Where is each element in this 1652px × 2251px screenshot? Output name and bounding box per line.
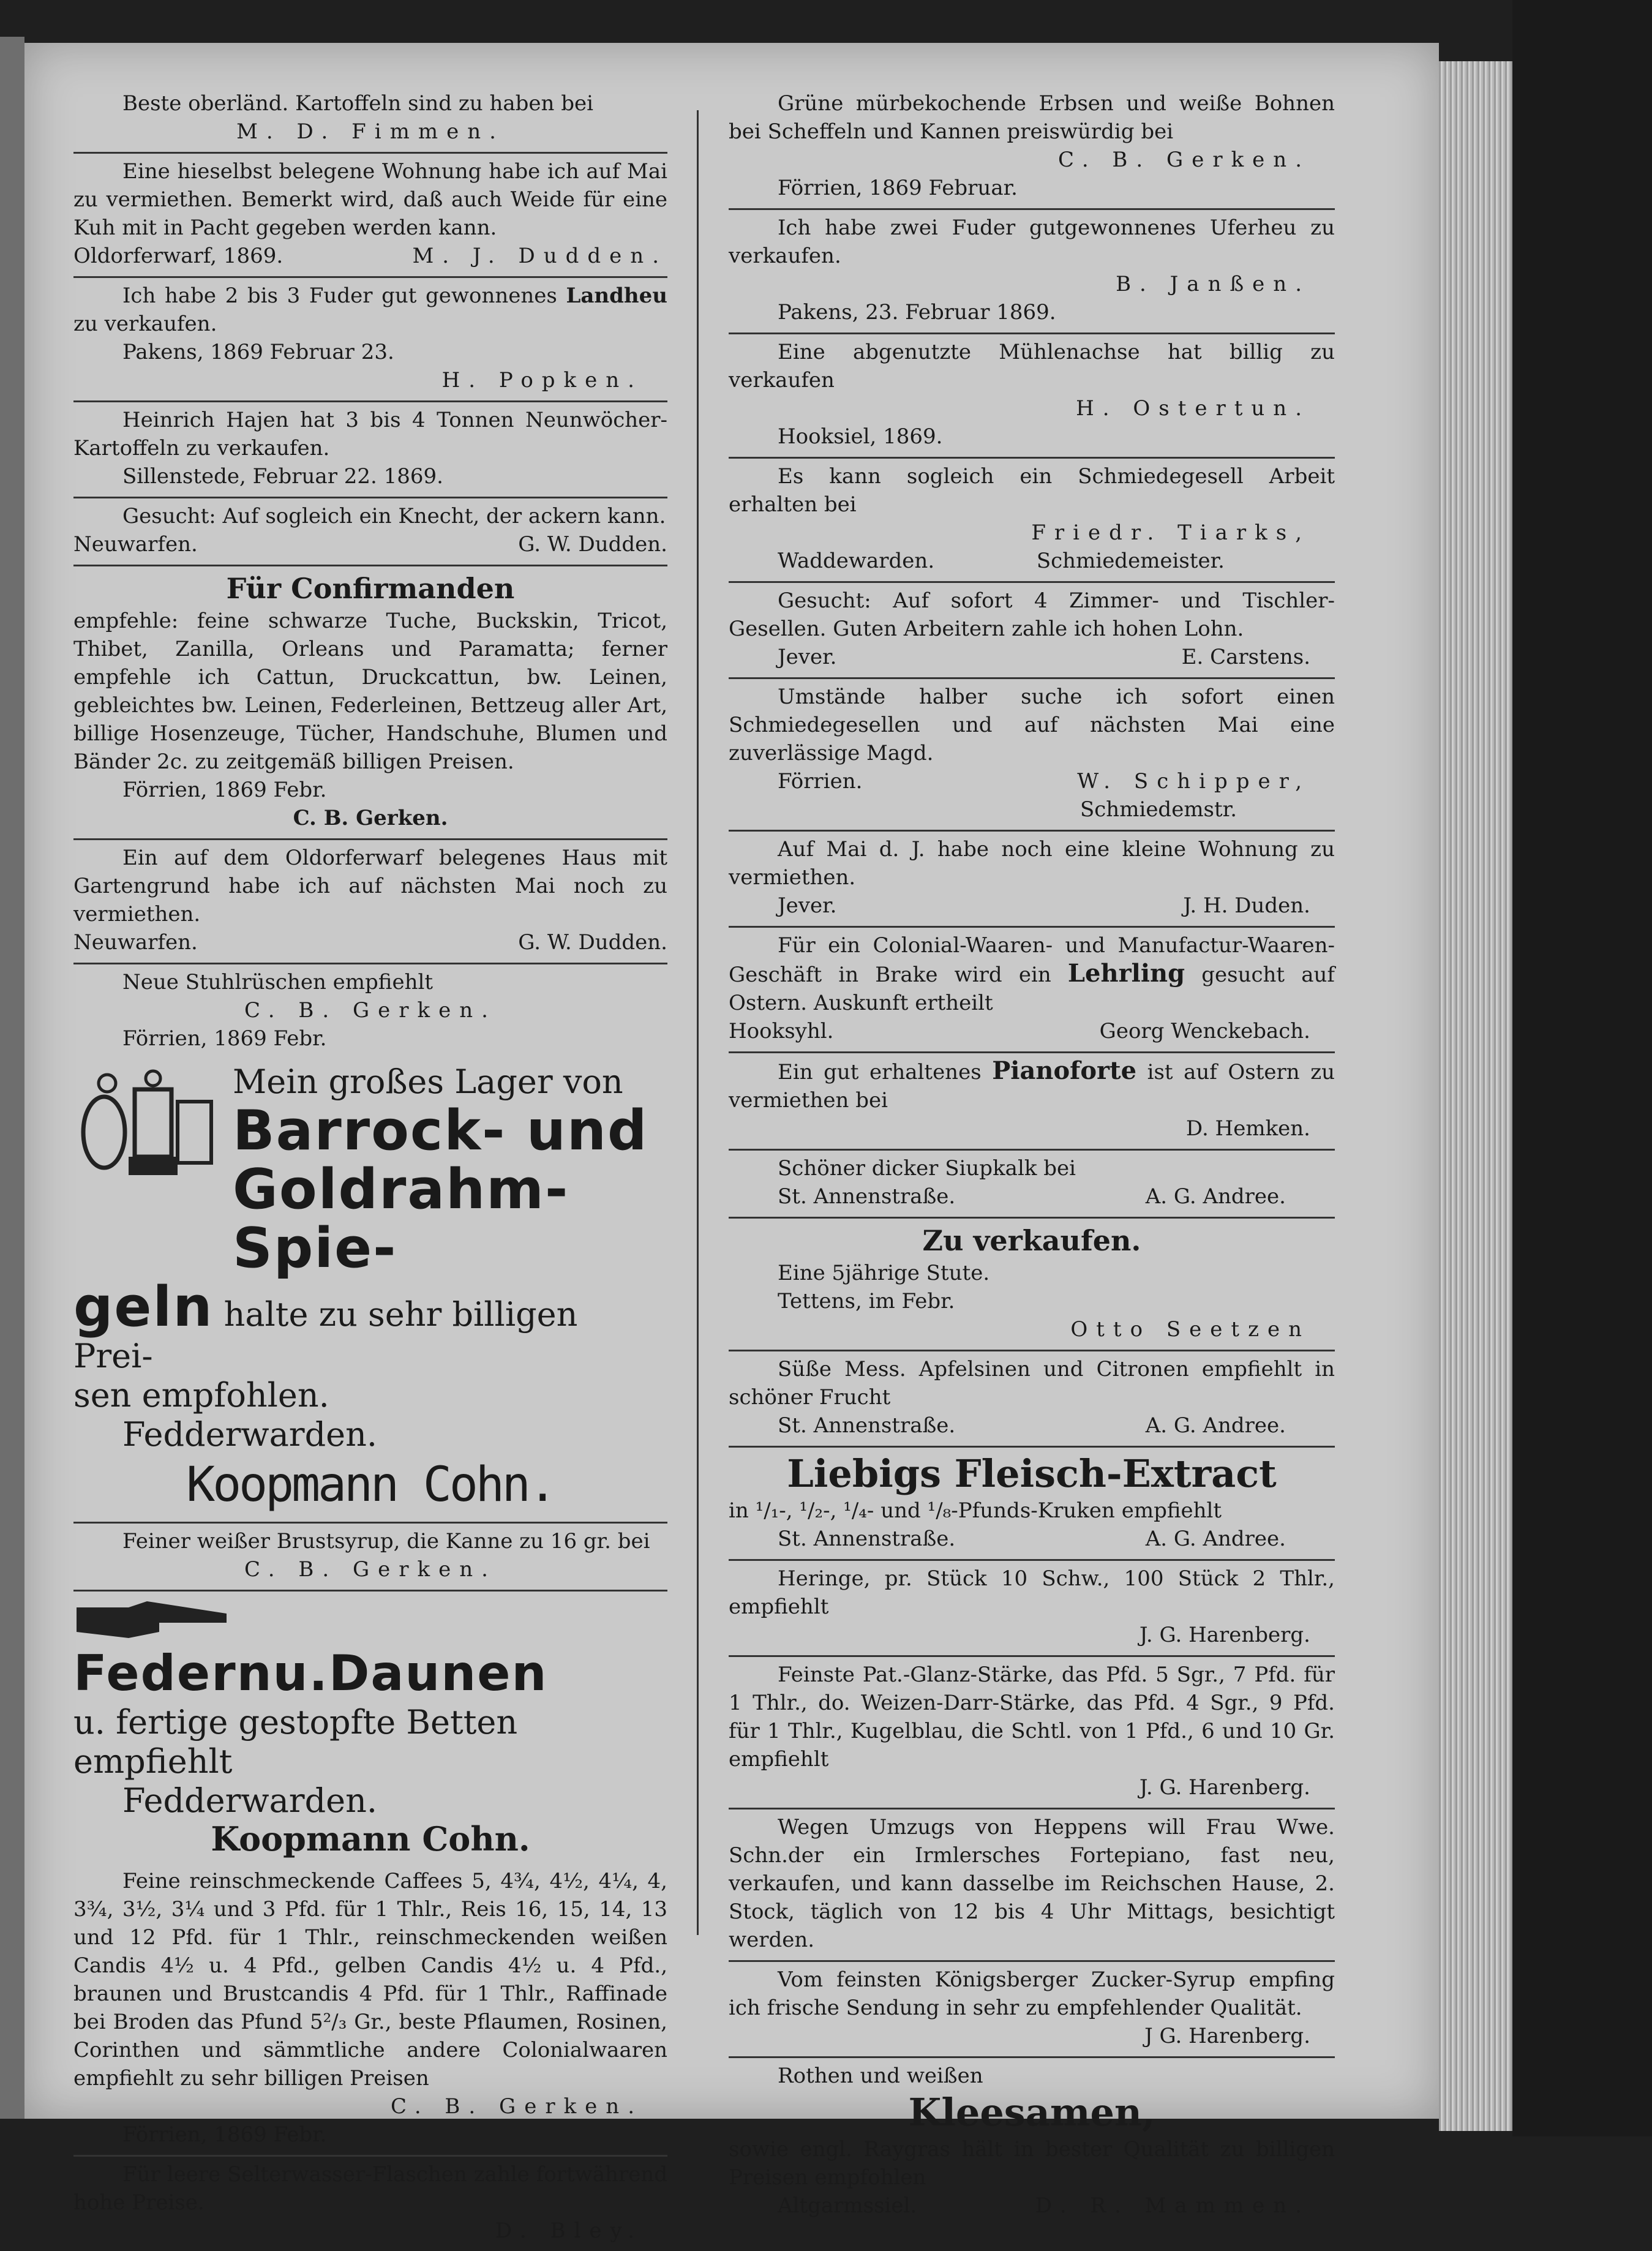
ad-signature: A. G. Andree.: [1145, 1527, 1286, 1551]
ad-line: Barrock- und: [233, 1099, 648, 1163]
mirrors-illustration-icon: [73, 1065, 220, 1181]
ad-footer: [729, 892, 1335, 920]
ad-text: empfehle: feine schwarze Tuche, Buckskin, Tricot, Thibet, Zanilla, Orleans und Paramatta; ferner empfehle ich Cattun, Druckcattun, bw. Leinen, gebleichtes bw. Leinen, Federleinen, Bettzeug aller Art, billige Hosenzeuge, Tücher, Handschuhe, Blumen und Bänder 2c. zu zeitgemäß billigen Preisen.: [73, 609, 667, 774]
ad-selterwasser: [73, 2157, 667, 2251]
ad-place: Neuwarfen.: [73, 930, 198, 955]
ad-role: Schmiedemeister.: [1036, 549, 1225, 573]
ad-text: Für leere Selterwasser-Flaschen zahle fortwährend hohe Preise.: [73, 2162, 667, 2215]
pointing-hand-icon: [73, 1595, 233, 1644]
ad-schmiedegesell: [729, 459, 1335, 583]
ad-signature: Koopmann Cohn.: [186, 1457, 555, 1513]
ad-footer: [729, 2192, 1335, 2220]
ad-caffees: [73, 1863, 667, 2157]
ad-line-rest: halte zu sehr billigen Prei-: [73, 1295, 578, 1375]
ad-place: Fedderwarden.: [122, 1415, 378, 1454]
ad-schmiedegesellen-magd: [729, 679, 1335, 832]
ad-footer: [729, 547, 1335, 575]
ad-signature: G. W. Dudden.: [518, 930, 667, 955]
ad-footer: [729, 643, 1335, 671]
ad-text-part: Ein gut erhaltenes: [778, 1060, 982, 1084]
ad-signature: H. Ostertun.: [1076, 396, 1310, 421]
ad-line: u. fertige gestopfte Betten empfiehlt: [73, 1703, 518, 1781]
left-column: [73, 86, 667, 2251]
ad-fleisch-extract: [729, 1448, 1335, 1561]
ad-signature: E. Carstens.: [1181, 645, 1310, 669]
ad-headline: Federnu.Daunen: [73, 1645, 548, 1702]
ad-signature: J. G. Harenberg.: [1139, 1775, 1310, 1800]
ad-signature: Otto Seetzen: [1070, 1317, 1310, 1342]
ad-text: Gesucht: Auf sogleich ein Knecht, der ackern kann.: [122, 504, 666, 528]
ad-footer: [729, 1411, 1335, 1440]
ad-place: Tettens, im Febr.: [778, 1289, 955, 1313]
ad-text: Rothen und weißen: [778, 2064, 983, 2088]
ad-stute: [729, 1219, 1335, 1351]
ad-signature: C. B. Gerken.: [244, 998, 497, 1023]
column-divider: [697, 110, 699, 1935]
ad-signature: Koopmann Cohn.: [211, 1819, 530, 1858]
ad-wohnung: [73, 154, 667, 278]
ad-line-bold: geln: [73, 1275, 214, 1339]
ad-footer: [729, 1182, 1335, 1211]
ad-staerke: [729, 1657, 1335, 1809]
ad-place: Hooksiel, 1869.: [778, 424, 943, 449]
ad-signature: J. G. Harenberg.: [1139, 1623, 1310, 1647]
ad-text: Ich habe zwei Fuder gutgewonnenes Uferheu zu verkaufen.: [729, 216, 1335, 268]
ad-text-part: gesucht auf Ostern. Auskunft ertheilt: [729, 963, 1335, 1015]
ad-text: [73, 282, 667, 338]
ad-keyword: Lehrling: [1067, 959, 1185, 988]
ad-line: [73, 1275, 667, 1376]
ad-place: St. Annenstraße.: [778, 1413, 956, 1438]
ad-signature: J. H. Duden.: [1183, 893, 1310, 918]
ad-text: Eine 5jährige Stute.: [778, 1261, 990, 1285]
ad-kleesamen: [729, 2058, 1335, 2226]
ad-place: Fedderwarden.: [122, 1781, 378, 1820]
ad-place: St. Annenstraße.: [778, 1184, 956, 1209]
ad-place: Pakens, 1869 Februar 23.: [122, 340, 394, 364]
ad-place: Förrien, 1869 Febr.: [122, 778, 327, 802]
ad-signature: A. G. Andree.: [1145, 1184, 1286, 1209]
ad-role: Schmiedemstr.: [1079, 797, 1237, 822]
ad-headline: Zu verkaufen.: [922, 1224, 1141, 1257]
ad-signature: D. Hemken.: [1185, 1116, 1310, 1141]
ad-confirmanden: [73, 566, 667, 840]
ad-haus: [73, 840, 667, 964]
ad-place: Hooksyhl.: [729, 1019, 834, 1043]
ad-headline: Liebigs Fleisch-Extract: [787, 1451, 1277, 1496]
ad-place: Förrien, 1869 Februar.: [778, 176, 1018, 200]
ad-text: Feine reinschmeckende Caffees 5, 4¾, 4½, 4¼, 4, 3¾, 3½, 3¼ und 3 Pfd. für 1 Thlr., Reis 16, 15, 14, 13 und 12 Pfd. für 1 Thlr., reinschmeckenden weißen Candis 4½ u. 4 Pfd., gelben Candis 4½ u. 4 Pfd., braunen und Brustcandis 4 Pfd. für 1 Thlr., Raffinade bei Broden das Pfund 5²/₃ Gr., beste Pflaumen, Rosinen, Corinthen und sämmtliche andere Colonialwaaren empfiehlt zu sehr billigen Preisen: [73, 1869, 667, 2091]
ad-signature: M. J. Dudden.: [412, 244, 667, 268]
ad-neunwoecher: [73, 402, 667, 498]
ad-place: Waddewarden.: [778, 549, 935, 573]
ad-uferheu: [729, 210, 1335, 334]
ad-line: Mein großes Lager von: [233, 1062, 623, 1101]
ad-headline: Kleesamen,: [908, 2090, 1155, 2135]
ad-text: Heinrich Hajen hat 3 bis 4 Tonnen Neunwöcher-Kartoffeln zu verkaufen.: [73, 408, 667, 460]
ad-text: [729, 931, 1335, 1017]
ad-signature: J G. Harenberg.: [1144, 2024, 1310, 2048]
ad-text: Heringe, pr. Stück 10 Schw., 100 Stück 2 Thlr., empfiehlt: [729, 1566, 1335, 1619]
ad-signature: H. Popken.: [441, 368, 643, 393]
ad-signature: M. D. Fimmen.: [236, 119, 505, 144]
ad-text: sowie engl. Raygras hält in bester Qualität zu billigen Preisen empfohlen: [729, 2137, 1335, 2190]
ad-place: Oldorferwarf, 1869.: [73, 244, 283, 268]
ad-headline: Für Confirmanden: [226, 572, 515, 605]
ad-tischler: [729, 583, 1335, 679]
ad-federn: [73, 1591, 667, 1863]
ad-text: Wegen Umzugs von Heppens will Frau Wwe. Schn.der ein Irmlersches Fortepiano, fast neu, verkaufen, und kann dasselbe im Reichschen Hause, 2. Stock, täglich von 12 bis 4 Uhr Mittags, besichtigt werden.: [729, 1815, 1335, 1952]
ad-text: Beste oberländ. Kartoffeln sind zu haben bei: [122, 91, 594, 116]
ad-kartoffeln: [73, 86, 667, 154]
ad-signature: D. Bley.: [495, 2219, 643, 2243]
ad-signature: C. B. Gerken.: [244, 1557, 497, 1582]
ad-text: Umstände halber suche ich sofort einen Schmiedegesellen und auf nächsten Mai eine zuverlässige Magd.: [729, 685, 1335, 765]
ad-text: Feiner weißer Brustsyrup, die Kanne zu 16 gr. bei: [122, 1529, 650, 1554]
ad-signature: A. G. Andree.: [1145, 1413, 1286, 1438]
ad-signature: G. W. Dudden.: [518, 532, 667, 557]
ad-footer: [73, 530, 667, 558]
ad-text-part: Ich habe 2 bis 3 Fuder gut gewonnenes: [122, 284, 557, 308]
ad-signature: Georg Wenckebach.: [1099, 1019, 1310, 1043]
ad-footer: [73, 928, 667, 956]
ad-place: St. Annenstraße.: [778, 1527, 956, 1551]
ad-footer: [729, 767, 1335, 795]
ad-signature: D. R. Mammen.: [1035, 2193, 1310, 2218]
ad-text: Feinste Pat.-Glanz-Stärke, das Pfd. 5 Sgr., 7 Pfd. für 1 Thlr., do. Weizen-Darr-Stärke, das Pfd. 4 Sgr., 9 Pfd. für 1 Thlr., Kugelblau, die Schtl. von 1 Pfd., 6 und 10 Gr. empfiehlt: [729, 1663, 1335, 1772]
ad-text-part: ist auf Ostern zu vermiethen bei: [729, 1060, 1335, 1113]
ad-footer: [729, 1525, 1335, 1553]
book-page-edges: [1439, 61, 1512, 2131]
ad-signature: C. B. Gerken.: [391, 2094, 643, 2119]
ad-apfelsinen: [729, 1351, 1335, 1448]
ad-signature: C. B. Gerken.: [293, 806, 448, 830]
ad-text: Schöner dicker Siupkalk bei: [778, 1156, 1076, 1181]
ad-zucker-syrup: [729, 1962, 1335, 2058]
ad-brustsyrup: [73, 1524, 667, 1591]
ad-stuhlrueschen: [73, 964, 667, 1059]
ad-kleine-wohnung: [729, 832, 1335, 928]
ad-lehrling: [729, 928, 1335, 1053]
ad-pianoforte: [729, 1053, 1335, 1151]
ad-signature: B. Janßen.: [1116, 272, 1310, 296]
adjacent-page-strip: [0, 37, 24, 2119]
ad-spiegel: [73, 1059, 667, 1524]
ad-place: Jever.: [778, 645, 837, 669]
ad-knecht: [73, 498, 667, 566]
ad-text: Ein auf dem Oldorferwarf belegenes Haus mit Gartengrund habe ich auf nächsten Mai noch zu vermiethen.: [73, 846, 667, 926]
right-column: [729, 86, 1335, 2226]
ad-place: Förrien, 1869 Febr.: [122, 2122, 327, 2147]
ad-line: sen empfohlen.: [73, 1376, 329, 1415]
ad-text: Auf Mai d. J. habe noch eine kleine Wohnung zu vermiethen.: [729, 837, 1335, 890]
ad-text-part: Für ein Colonial-Waaren- und Manufactur-Waaren-Geschäft in Brake wird ein: [729, 933, 1335, 987]
ad-text: Gesucht: Auf sofort 4 Zimmer- und Tischler-Gesellen. Guten Arbeitern zahle ich hohen Lohn.: [729, 588, 1335, 641]
ad-text: Neue Stuhlrüschen empfiehlt: [122, 970, 434, 994]
ad-line: [73, 1595, 667, 1703]
ad-footer: [73, 242, 667, 270]
ad-place: Altgarmssiel.: [778, 2193, 917, 2218]
ad-text: [729, 1057, 1335, 1114]
ad-footer: [729, 1017, 1335, 1045]
ad-keyword: Pianoforte: [992, 1056, 1137, 1085]
ad-text: Vom feinsten Königsberger Zucker-Syrup empfing ich frische Sendung in sehr zu empfehlender Qualität.: [729, 1967, 1335, 2020]
ad-signature: Friedr. Tiarks,: [1031, 520, 1310, 545]
ad-place: Jever.: [778, 893, 837, 918]
ad-signature: C. B. Gerken.: [1058, 148, 1310, 172]
ad-place: Förrien.: [778, 769, 863, 794]
ad-place: Pakens, 23. Februar 1869.: [778, 300, 1056, 325]
ad-landheu: [73, 278, 667, 402]
ad-signature: W. Schipper,: [1077, 769, 1310, 794]
ad-text: in ¹/₁-, ¹/₂-, ¹/₄- und ¹/₈-Pfunds-Kruken empfiehlt: [729, 1498, 1222, 1523]
ad-erbsen: [729, 86, 1335, 210]
ad-text: Grüne mürbekochende Erbsen und weiße Bohnen bei Scheffeln und Kannen preiswürdig bei: [729, 91, 1335, 144]
ad-text-part: zu verkaufen.: [73, 312, 217, 336]
ad-text: Es kann sogleich ein Schmiedegesell Arbeit erhalten bei: [729, 464, 1335, 517]
background-dark: [1512, 0, 1652, 2136]
ad-heringe: [729, 1561, 1335, 1657]
ad-text: Eine abgenutzte Mühlenachse hat billig zu verkaufen: [729, 340, 1335, 393]
ad-fortepiano: [729, 1809, 1335, 1962]
ad-place: Neuwarfen.: [73, 532, 198, 557]
ad-place: Förrien, 1869 Febr.: [122, 1026, 327, 1051]
ad-line: Goldrahm-Spie-: [233, 1157, 569, 1280]
ad-text: Eine hieselbst belegene Wohnung habe ich auf Mai zu vermiethen. Bemerkt wird, daß auch Weide für eine Kuh mit in Pacht gegeben werden kann.: [73, 159, 667, 240]
ad-keyword: Landheu: [566, 284, 667, 308]
ad-muehlenachse: [729, 334, 1335, 459]
ad-text: Süße Mess. Apfelsinen und Citronen empfiehlt in schöner Frucht: [729, 1357, 1335, 1410]
ad-siupkalk: [729, 1151, 1335, 1219]
ad-place: Sillenstede, Februar 22. 1869.: [122, 464, 443, 489]
